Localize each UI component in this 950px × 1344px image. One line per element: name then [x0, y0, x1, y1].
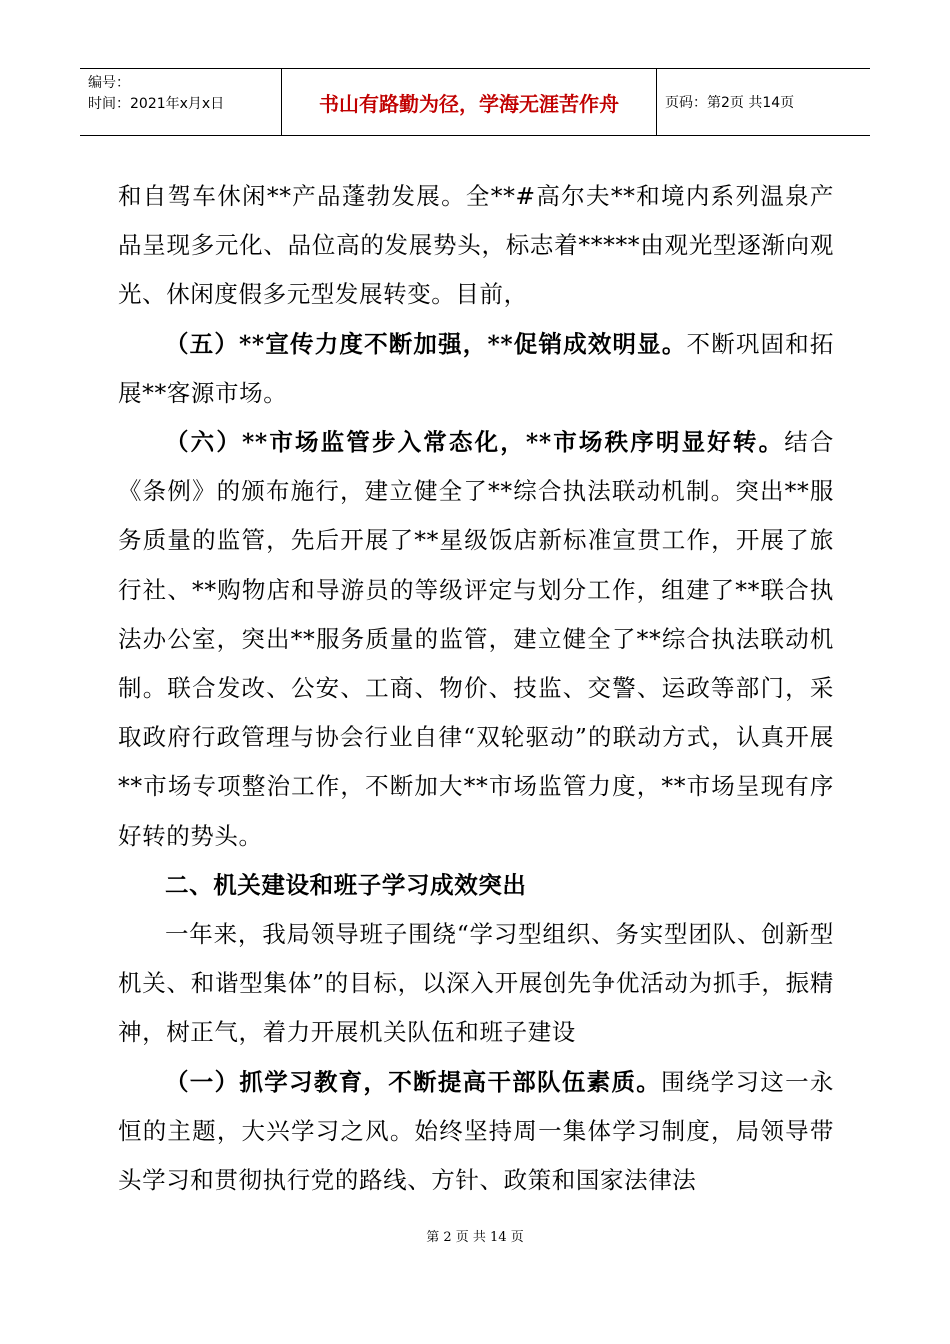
- paragraph-2: [118, 320, 834, 418]
- subsection-heading-1: （一）抓学习教育，不断提高干部队伍素质。: [165, 1067, 662, 1096]
- header-page-info: 页码：第2页 共14页: [665, 95, 795, 111]
- paragraph-5: [118, 1058, 834, 1206]
- paragraph-2-text: 不断巩固和拓展**客源市场。: [118, 329, 834, 407]
- header-motto: 书山有路勤为径，学海无涯苦作舟: [282, 69, 657, 135]
- paragraph-5-text: 围绕学习这一永恒的主题，大兴学习之风。始终坚持周一集体学习制度，局领导带头学习和贯彻执行党的路线、方针、政策和国家法律法: [118, 1067, 835, 1195]
- paragraph-3-text: 结合《条例》的颁布施行，建立健全了**综合执法联动机制。突出**服务质量的监管，先后开展了**星级饭店新标准宣贯工作，开展了旅行社、**购物店和导游员的等级评定与划分工作，组建了**联合执法办公室，突出**服务质量的监管，建立健全了**综合执法联动机制。联合发改、公安、工商、物价、技监、交警、运政等部门，采取政府行政管理与协会行业自律“双轮驱动”的联动方式，认真开展**市场专项整治工作，不断加大**市场监管力度，**市场呈现有序好转的势头。: [118, 428, 834, 850]
- paragraph-1: 和自驾车休闲**产品蓬勃发展。全**#高尔夫**和境内系列温泉产品呈现多元化、品位高的发展势头，标志着*****由观光型逐渐向观光、休闲度假多元型发展转变。目前，: [118, 182, 834, 309]
- paragraph-3: [118, 418, 834, 861]
- header-meta-cell: [80, 69, 282, 135]
- page-footer: 第 2 页 共 14 页: [426, 1230, 524, 1245]
- document-number-label: 编号：: [88, 75, 130, 91]
- section-heading-6: （六）**市场监管步入常态化，**市场秩序明显好转。: [165, 428, 785, 457]
- document-time-label: 时间：2021年x月x日: [88, 96, 225, 112]
- chapter-heading-2: 二、机关建设和班子学习成效突出: [165, 870, 527, 899]
- paragraph-4: 一年来，我局领导班子围绕“学习型组织、务实型团队、创新型机关、和谐型集体”的目标，以深入开展创先争优活动为抓手，振精神，树正气，着力开展机关队伍和班子建设: [118, 920, 834, 1047]
- document-body: [118, 172, 834, 1205]
- document-header: [80, 68, 870, 136]
- section-heading-5: （五）**宣传力度不断加强，**促销成效明显。: [165, 329, 687, 358]
